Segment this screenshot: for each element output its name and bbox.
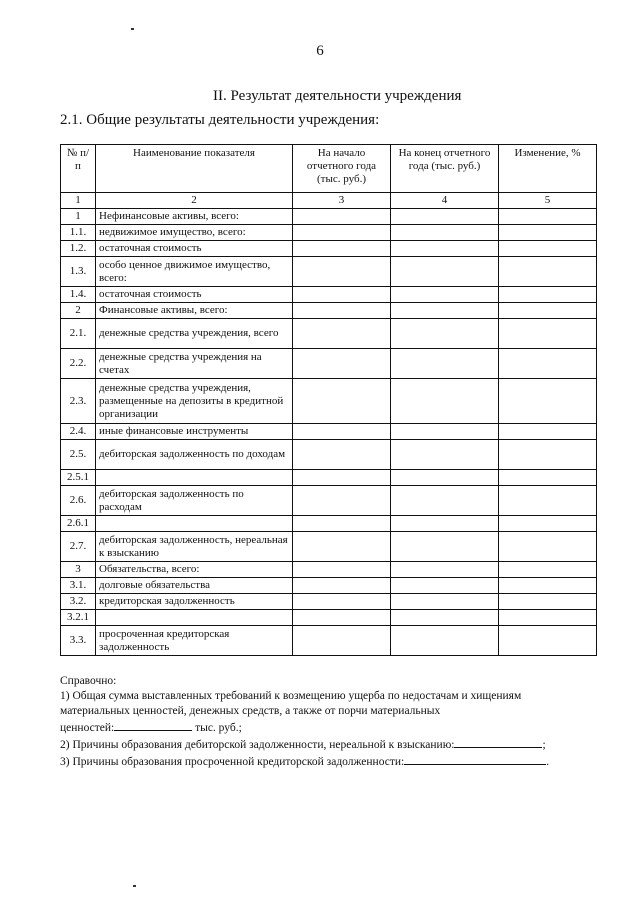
reference-heading: Справочно:: [60, 675, 117, 687]
value-end: [391, 241, 499, 257]
page-number: 6: [316, 43, 324, 59]
value-end: [391, 225, 499, 241]
value-end: [391, 287, 499, 303]
value-change: [499, 287, 597, 303]
indicator-name: Финансовые активы, всего:: [96, 303, 293, 319]
value-start: [293, 287, 391, 303]
row-number: 2.5.1: [61, 470, 96, 486]
indicator-name: долговые обязательства: [96, 578, 293, 594]
value-start: [293, 440, 391, 470]
indicator-name: Обязательства, всего:: [96, 562, 293, 578]
value-change: [499, 532, 597, 562]
value-change: [499, 349, 597, 379]
value-change: [499, 562, 597, 578]
header-end: На конец отчетного года (тыс. руб.): [391, 145, 499, 193]
indicator-name: Нефинансовые активы, всего:: [96, 209, 293, 225]
value-end: [391, 319, 499, 349]
column-number: 3: [293, 193, 391, 209]
value-end: [391, 610, 499, 626]
table-row: [61, 209, 597, 225]
row-number: 1: [61, 209, 96, 225]
value-change: [499, 424, 597, 440]
header-change: Изменение, %: [499, 145, 597, 193]
row-number: 1.4.: [61, 287, 96, 303]
row-number: 3.1.: [61, 578, 96, 594]
row-number: 2.7.: [61, 532, 96, 562]
value-start: [293, 349, 391, 379]
indicator-name: особо ценное движимое имущество, всего:: [96, 257, 293, 287]
item-2-blank: [454, 736, 542, 748]
table-row: [61, 578, 597, 594]
row-number: 3.2.1: [61, 610, 96, 626]
indicator-name: [96, 470, 293, 486]
table-row: [61, 225, 597, 241]
value-end: [391, 470, 499, 486]
value-change: [499, 516, 597, 532]
indicator-name: недвижимое имущество, всего:: [96, 225, 293, 241]
indicator-name: дебиторская задолженность по расходам: [96, 486, 293, 516]
indicator-name: денежные средства учреждения, всего: [96, 319, 293, 349]
table-row: [61, 470, 597, 486]
row-number: 2.1.: [61, 319, 96, 349]
value-start: [293, 562, 391, 578]
table-row: [61, 532, 597, 562]
header-name: Наименование показателя: [96, 145, 293, 193]
reference-item-1-amount: [60, 719, 600, 736]
value-start: [293, 626, 391, 656]
indicator-name: денежные средства учреждения на счетах: [96, 349, 293, 379]
value-end: [391, 594, 499, 610]
indicator-name: дебиторская задолженность по доходам: [96, 440, 293, 470]
column-number: 5: [499, 193, 597, 209]
column-number-row: [61, 193, 597, 209]
row-number: 3: [61, 562, 96, 578]
row-number: 2.4.: [61, 424, 96, 440]
value-start: [293, 225, 391, 241]
table-row: [61, 241, 597, 257]
indicator-name: просроченная кредиторская задолженность: [96, 626, 293, 656]
value-end: [391, 424, 499, 440]
indicator-name: кредиторская задолженность: [96, 594, 293, 610]
value-change: [499, 257, 597, 287]
value-start: [293, 578, 391, 594]
value-end: [391, 562, 499, 578]
table-row: [61, 626, 597, 656]
value-change: [499, 440, 597, 470]
item-3-end: .: [546, 756, 550, 768]
table-row: [61, 303, 597, 319]
table-row: [61, 562, 597, 578]
header-num: № п/п: [61, 145, 96, 193]
column-number: 2: [96, 193, 293, 209]
reference-block: [60, 674, 600, 770]
value-start: [293, 241, 391, 257]
value-start: [293, 532, 391, 562]
table-row: [61, 319, 597, 349]
row-number: 2.6.1: [61, 516, 96, 532]
reference-item-2: [60, 736, 600, 753]
row-number: 1.2.: [61, 241, 96, 257]
table-row: [61, 610, 597, 626]
value-start: [293, 424, 391, 440]
table-row: [61, 379, 597, 424]
row-number: 2.3.: [61, 379, 96, 424]
section-title: II. Результат деятельности учреждения: [213, 88, 462, 104]
row-number: 2: [61, 303, 96, 319]
value-change: [499, 303, 597, 319]
value-end: [391, 626, 499, 656]
value-start: [293, 209, 391, 225]
value-start: [293, 610, 391, 626]
value-start: [293, 594, 391, 610]
value-change: [499, 241, 597, 257]
table-row: [61, 287, 597, 303]
value-start: [293, 486, 391, 516]
table-row: [61, 516, 597, 532]
value-end: [391, 532, 499, 562]
table-row: [61, 424, 597, 440]
value-end: [391, 578, 499, 594]
value-start: [293, 516, 391, 532]
reference-item-1: 1) Общая сумма выставленных требований к возмещению ущерба по недостачам и хищениям: [60, 690, 522, 702]
value-change: [499, 594, 597, 610]
value-start: [293, 257, 391, 287]
indicator-name: [96, 516, 293, 532]
value-change: [499, 470, 597, 486]
value-end: [391, 349, 499, 379]
value-change: [499, 209, 597, 225]
value-change: [499, 379, 597, 424]
item-2-end: ;: [542, 739, 546, 751]
scan-mark: [131, 28, 134, 30]
value-end: [391, 440, 499, 470]
value-change: [499, 225, 597, 241]
value-start: [293, 470, 391, 486]
indicator-name: иные финансовые инструменты: [96, 424, 293, 440]
indicator-name: остаточная стоимость: [96, 241, 293, 257]
row-number: 2.6.: [61, 486, 96, 516]
table-row: [61, 594, 597, 610]
results-table: [60, 144, 597, 656]
indicator-name: дебиторская задолженность, нереальная к взысканию: [96, 532, 293, 562]
row-number: 3.2.: [61, 594, 96, 610]
table-row: [61, 486, 597, 516]
table-row: [61, 257, 597, 287]
value-start: [293, 379, 391, 424]
amount-blank: [114, 719, 192, 731]
table-row: [61, 440, 597, 470]
value-change: [499, 626, 597, 656]
indicator-name: [96, 610, 293, 626]
item-2-text: 2) Причины образования дебиторской задолженности, нереальной к взысканию:: [60, 739, 455, 751]
item-3-blank: [404, 753, 546, 765]
value-change: [499, 319, 597, 349]
column-number: 1: [61, 193, 96, 209]
header-start: На начало отчетного года (тыс. руб.): [293, 145, 391, 193]
scan-mark: [133, 885, 136, 887]
value-start: [293, 303, 391, 319]
value-end: [391, 303, 499, 319]
value-change: [499, 610, 597, 626]
item-3-text: 3) Причины образования просроченной кредиторской задолженности:: [60, 756, 405, 768]
row-number: 2.2.: [61, 349, 96, 379]
row-number: 3.3.: [61, 626, 96, 656]
reference-item-3: [60, 753, 600, 770]
value-end: [391, 379, 499, 424]
indicator-name: остаточная стоимость: [96, 287, 293, 303]
column-number: 4: [391, 193, 499, 209]
value-end: [391, 486, 499, 516]
value-change: [499, 578, 597, 594]
row-number: 1.1.: [61, 225, 96, 241]
row-number: 1.3.: [61, 257, 96, 287]
amount-unit: тыс. руб.;: [195, 722, 242, 734]
row-number: 2.5.: [61, 440, 96, 470]
value-change: [499, 486, 597, 516]
subsection-title: 2.1. Общие результаты деятельности учреждения:: [60, 112, 380, 128]
amount-label: ценностей:: [60, 722, 115, 734]
value-start: [293, 319, 391, 349]
value-end: [391, 516, 499, 532]
reference-item-1-continued: материальных ценностей, денежных средств, а также от порчи материальных: [60, 705, 441, 717]
table-row: [61, 349, 597, 379]
table-header-row: [61, 145, 597, 193]
value-end: [391, 209, 499, 225]
value-end: [391, 257, 499, 287]
indicator-name: денежные средства учреждения, размещенные на депозиты в кредитной организации: [96, 379, 293, 424]
